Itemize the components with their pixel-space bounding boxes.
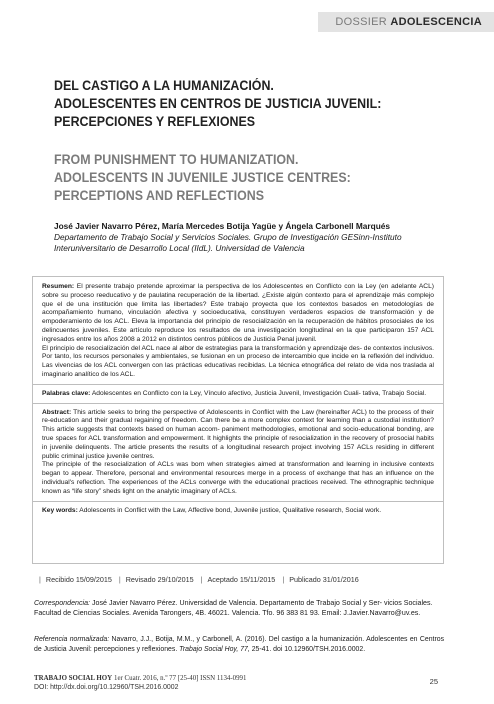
keywords-text: Adolescents in Conflict with the Law, Affective bond, Juvenile justice, Qualitative research, Social work. (79, 506, 382, 514)
section-header (318, 12, 494, 32)
resumen-paragraph (42, 283, 434, 345)
correspondence-label: Correspondencia: (34, 599, 90, 607)
author-affiliation: Departamento de Trabajo Social y Servicios Sociales. Grupo de Investigación GESinn-Instituto Interuniversitario de Desarrollo Local (IIdL). Universidad de Valencia (54, 232, 402, 253)
divider (33, 403, 443, 404)
dates-line: | Recibido 15/09/2015 | Revisado 29/10/2015 | Aceptado 15/11/2015 | Publicado 31/01/2016 (39, 575, 359, 584)
correspondence-text: José Javier Navarro Pérez. Universidad de Valencia. Departamento de Trabajo Social y Ser- vicios Sociales. Facultad de Ciencias Sociales. Avenida Tarongers, 4B. 46021. Valencia. Tfo. 96 383 81 93. Email: J.Javier.Navarro@uv.es. (34, 599, 433, 617)
date-received: Recibido 15/09/2015 (45, 575, 112, 584)
footer-doi: DOI: http://dx.doi.org/10.12960/TSH.2016.0002 (34, 684, 179, 691)
correspondence (34, 598, 444, 618)
reference-text-b: 25-41. doi 10.12960/TSH.2016.0002. (251, 646, 366, 653)
page-footer (34, 674, 454, 692)
abstract-label: Abstract: (42, 408, 72, 416)
section-label: DOSSIER (335, 16, 388, 28)
page-number: 25 (429, 677, 438, 686)
title-en-line: PERCEPTIONS AND REFLECTIONS (54, 188, 265, 203)
abstract-box (32, 276, 444, 564)
abstract-paragraph (42, 409, 434, 462)
authors-block (54, 221, 464, 254)
abstract-text: This article seeks to bring the perspective of Adolescents in Conflict with the Law (hereinafter ACL) to the process of their re-education and their gradual regaining of freedom. Can there be a more complex context for learning than a custodial institution? This article suggests that contexts based on human accom- paniment methodologies, emotional and socio-educational bonding, are true spaces for ACL transformation and empowerment. It highlights the principle of resocialization in the recovery of prosocial habits in juvenile delinquents. The article presents the results of a longitudinal research project involving 157 ACLs residing in different public criminal justice juvenile centres. (42, 408, 434, 460)
title-spanish (54, 77, 422, 131)
divider (33, 501, 443, 502)
key-words (42, 507, 434, 516)
date-revised: Revisado 29/10/2015 (125, 575, 194, 584)
title-en-line: FROM PUNISHMENT TO HUMANIZATION. (54, 152, 299, 167)
divider (33, 384, 443, 385)
author-names: José Javier Navarro Pérez, María Mercedes Botija Yagüe y Ángela Carbonell Marqués (54, 221, 391, 231)
title-es-line: ADOLESCENTES EN CENTROS DE JUSTICIA JUVENIL: (54, 96, 382, 111)
resumen-label: Resumen: (42, 283, 75, 290)
section-topic: ADOLESCENCIA (390, 16, 482, 28)
title-es-line: DEL CASTIGO A LA HUMANIZACIÓN. (54, 78, 274, 93)
abstract-paragraph-2: The principle of the resocialization of ACLs was born when strategies aimed at transformation and learning in inclusive contexts began to appear. Therefore, personal and environmental resources merge in a process of exchange that has an influence on the individual's reflection. The experiences of the ACLs converge with the educational practices received. The ethnographic technique known as “life story” sheds light on the analytic imaginary of ACLs. (42, 461, 434, 495)
date-accepted: Aceptado 15/11/2015 (207, 575, 276, 584)
palabras-clave (42, 390, 434, 399)
title-es-line: PERCEPCIONES Y REFLEXIONES (54, 114, 256, 129)
palabras-text: Adolescentes en Conflicto con la Ley, Vínculo afectivo, Justicia Juvenil, Investigación Cuali- tativa, Trabajo Social. (91, 389, 427, 397)
footer-journal: TRABAJO SOCIAL HOY (34, 675, 113, 682)
title-en-line: ADOLESCENTS IN JUVENILE JUSTICE CENTRES: (54, 170, 351, 185)
footer-issue: 1er Cuatr. 2016, n.º 77 [25-40] ISSN 1134-0991 (114, 675, 247, 682)
resumen-text: El presente trabajo pretende aproximar la perspectiva de los Adolescentes en Conflicto con la Ley (en adelante ACL) sobre su proceso reeducativo y de paulatina recuperación de la libertad. ¿Existe algún contexto para el aprendizaje más complejo que el de una institución que limita las libertades? Este trabajo proyecta que los contextos basados en metodologías de acompañamiento humano, vinculación afectiva y socioeducativa, constituyen verdaderos espacios de transformación y de empoderamiento de los ACL. Eleva la importancia del principio de resocialización en la recuperación de hábitos prosociales de los delincuentes juveniles. Este artículo reproduce los resultados de una investigación longitudinal en la que participaron 157 ACL ingresados entre los años 2008 a 2012 en distintos centros públicos de Justicia Penal juvenil. (42, 283, 434, 343)
resumen-paragraph-2: El principio de resocialización del ACL nace al albor de estrategias para la transformación y aprendizaje des- de contextos inclusivos. Por tanto, los recursos personales y ambientales, se fusionan en un proceso de intercambio que incide en la reflexión del individuo. Las vivencias de los ACL convergen con las prácticas educativas recibidas. La técnica etnográfica del relato de vida nos traslada al imaginario analítico de los ACL. (42, 344, 434, 378)
palabras-label: Palabras clave: (42, 389, 91, 397)
keywords-label: Key words: (42, 506, 78, 514)
reference-label: Referencia normalizada: (34, 636, 110, 643)
date-published: Publicado 31/01/2016 (289, 575, 359, 584)
reference-text-a: Navarro, J.J., Botija, M.M., y Carbonell, A. (2016). Del castigo a la humanización. Adolescentes en Centros de Justicia Juvenil: percepciones y reflexiones. (34, 636, 445, 653)
title-english (54, 151, 440, 205)
reference-journal: Trabajo Social Hoy, 77, (179, 646, 250, 653)
reference (34, 635, 444, 655)
